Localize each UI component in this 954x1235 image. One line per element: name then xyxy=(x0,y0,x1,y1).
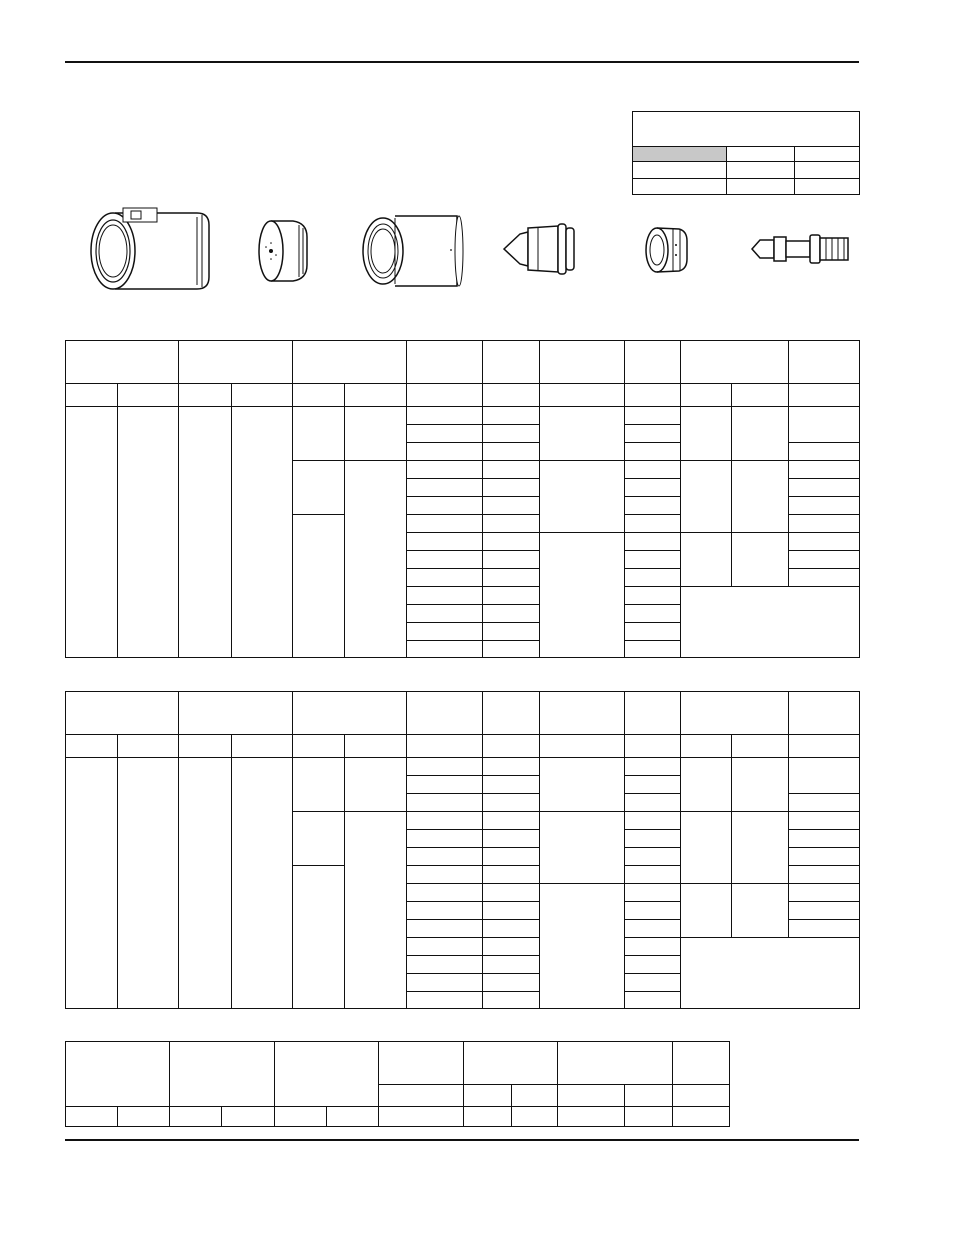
subheader-cell xyxy=(66,384,118,407)
table-cell xyxy=(483,920,540,938)
table-cell xyxy=(407,848,483,866)
table-cell xyxy=(483,992,540,1009)
table-cell xyxy=(483,443,540,461)
table-cell xyxy=(625,920,681,938)
table-cell xyxy=(407,902,483,920)
table-cell xyxy=(625,830,681,848)
shield-part-icon xyxy=(85,205,217,297)
table-cell xyxy=(483,902,540,920)
header-cell xyxy=(681,341,789,384)
table-cell xyxy=(483,605,540,623)
table-cell xyxy=(483,956,540,974)
table-cell xyxy=(789,920,860,938)
header-cell xyxy=(407,692,483,735)
table-cell xyxy=(483,794,540,812)
table-cell xyxy=(625,515,681,533)
table-cell xyxy=(483,587,540,605)
header-cell xyxy=(275,1042,379,1107)
table-cell xyxy=(407,497,483,515)
table-cell xyxy=(407,407,483,425)
subheader-cell xyxy=(232,384,293,407)
table-cell xyxy=(407,515,483,533)
table-cell xyxy=(483,830,540,848)
header-cell xyxy=(464,1042,558,1085)
header-cell xyxy=(293,341,407,384)
table-cell xyxy=(625,884,681,902)
table-cell xyxy=(293,515,345,658)
table-cell xyxy=(407,551,483,569)
table-cell xyxy=(345,407,407,461)
table-cell xyxy=(293,812,345,866)
table-cell xyxy=(407,974,483,992)
table-cell xyxy=(66,407,118,658)
table-cell xyxy=(483,479,540,497)
header-cell xyxy=(540,692,625,735)
small-table-header xyxy=(633,112,860,147)
subheader-cell xyxy=(379,1085,464,1107)
table-cell xyxy=(540,461,625,533)
table-cell xyxy=(625,1107,673,1127)
subheader-cell xyxy=(483,384,540,407)
table-cell xyxy=(625,623,681,641)
subheader-cell xyxy=(118,735,179,758)
table-cell xyxy=(407,938,483,956)
table-cell xyxy=(625,425,681,443)
table-cell xyxy=(625,812,681,830)
header-cell xyxy=(379,1042,464,1085)
table-cell xyxy=(625,407,681,425)
table-cell xyxy=(789,758,860,794)
header-cell xyxy=(66,1042,170,1107)
table-cell xyxy=(66,1107,118,1127)
table-cell xyxy=(407,956,483,974)
bottom-rule xyxy=(65,1139,859,1141)
table-cell xyxy=(625,758,681,776)
table-cell xyxy=(327,1107,379,1127)
table-cell xyxy=(407,443,483,461)
table-cell xyxy=(789,551,860,569)
table-cell xyxy=(464,1107,512,1127)
table-cell xyxy=(407,569,483,587)
table-cell xyxy=(789,884,860,902)
table-cell xyxy=(407,623,483,641)
table-cell xyxy=(483,641,540,658)
table-cell xyxy=(625,533,681,551)
small-table-cell xyxy=(795,147,860,162)
table-cell xyxy=(483,812,540,830)
table-cell xyxy=(625,587,681,605)
table-cell xyxy=(118,407,179,658)
process-table-1 xyxy=(65,340,860,658)
subheader-cell xyxy=(512,1085,558,1107)
table-cell xyxy=(789,902,860,920)
table-cell xyxy=(407,992,483,1009)
subheader-cell xyxy=(483,735,540,758)
table-cell xyxy=(732,407,789,461)
top-rule xyxy=(65,61,859,63)
header-cell xyxy=(179,692,293,735)
subheader-cell xyxy=(118,384,179,407)
process-table-2 xyxy=(65,691,860,1009)
table-cell xyxy=(407,884,483,902)
table-cell xyxy=(483,776,540,794)
subheader-cell xyxy=(293,384,345,407)
table-cell xyxy=(293,461,345,515)
table-cell xyxy=(483,425,540,443)
subheader-cell xyxy=(789,384,860,407)
table-cell xyxy=(407,758,483,776)
table-cell xyxy=(625,938,681,956)
process-table-3 xyxy=(65,1041,730,1127)
table-cell xyxy=(789,461,860,479)
subheader-cell xyxy=(625,735,681,758)
subheader-cell xyxy=(345,735,407,758)
table-cell xyxy=(275,1107,327,1127)
table-cell xyxy=(732,533,789,587)
subheader-cell xyxy=(66,735,118,758)
table-cell xyxy=(232,758,293,1009)
table-cell xyxy=(789,794,860,812)
table-cell xyxy=(483,974,540,992)
table-cell xyxy=(483,866,540,884)
header-cell xyxy=(179,341,293,384)
table-cell xyxy=(483,533,540,551)
subheader-cell xyxy=(540,384,625,407)
subheader-cell xyxy=(732,384,789,407)
table-cell xyxy=(625,605,681,623)
table-cell xyxy=(625,794,681,812)
table-cell xyxy=(789,443,860,461)
small-table-cell xyxy=(727,179,795,195)
table-cell xyxy=(540,812,625,884)
table-cell xyxy=(407,641,483,658)
table-cell xyxy=(789,533,860,551)
subheader-cell xyxy=(179,384,232,407)
subheader-cell xyxy=(625,1085,673,1107)
small-table-cell xyxy=(633,179,727,195)
small-table-cell xyxy=(727,162,795,179)
table-cell xyxy=(681,758,732,812)
table-cell xyxy=(789,830,860,848)
table-cell xyxy=(407,794,483,812)
header-cell xyxy=(789,692,860,735)
table-cell xyxy=(170,1107,222,1127)
table-cell xyxy=(625,992,681,1009)
table-cell xyxy=(407,920,483,938)
table-cell xyxy=(483,758,540,776)
table-cell xyxy=(625,443,681,461)
table-cell xyxy=(789,569,860,587)
subheader-cell xyxy=(558,1085,625,1107)
table-cell xyxy=(118,1107,170,1127)
table-cell xyxy=(625,479,681,497)
table-cell xyxy=(681,461,732,533)
table-cell xyxy=(625,974,681,992)
table-cell xyxy=(407,830,483,848)
subheader-cell xyxy=(464,1085,512,1107)
subheader-cell xyxy=(293,735,345,758)
header-cell xyxy=(540,341,625,384)
table-cell xyxy=(179,407,232,658)
subheader-cell xyxy=(625,384,681,407)
header-cell xyxy=(789,341,860,384)
table-cell xyxy=(681,884,732,938)
table-cell xyxy=(293,866,345,1009)
header-cell xyxy=(673,1042,730,1085)
table-cell xyxy=(222,1107,275,1127)
header-cell xyxy=(625,341,681,384)
table-cell xyxy=(625,848,681,866)
table-cell xyxy=(681,812,732,884)
header-cell xyxy=(66,692,179,735)
subheader-cell xyxy=(681,735,732,758)
table-cell xyxy=(345,758,407,812)
header-cell xyxy=(625,692,681,735)
table-cell xyxy=(345,461,407,658)
nozzle-part-icon xyxy=(500,218,580,280)
table-cell xyxy=(407,812,483,830)
small-table-cell xyxy=(795,179,860,195)
table-cell xyxy=(681,533,732,587)
header-cell xyxy=(681,692,789,735)
table-cell xyxy=(625,569,681,587)
table-cell xyxy=(293,407,345,461)
table-cell xyxy=(789,479,860,497)
header-cell xyxy=(483,692,540,735)
table-cell xyxy=(407,533,483,551)
subheader-cell xyxy=(407,735,483,758)
table-cell xyxy=(625,497,681,515)
electrode-part-icon xyxy=(748,228,858,270)
header-cell xyxy=(170,1042,275,1107)
small-table-cell xyxy=(633,147,727,162)
table-cell xyxy=(483,848,540,866)
subheader-cell xyxy=(789,735,860,758)
small-table-cell xyxy=(727,147,795,162)
table-cell xyxy=(625,776,681,794)
table-cell xyxy=(625,902,681,920)
table-cell xyxy=(540,758,625,812)
subheader-cell xyxy=(673,1085,730,1107)
table-cell xyxy=(345,812,407,1009)
subheader-cell xyxy=(540,735,625,758)
table-cell xyxy=(540,884,625,1009)
subheader-cell xyxy=(232,735,293,758)
table-cell xyxy=(540,407,625,461)
table-cell xyxy=(625,641,681,658)
subheader-cell xyxy=(179,735,232,758)
table-cell xyxy=(625,461,681,479)
table-cell xyxy=(789,812,860,830)
table-cell xyxy=(681,407,732,461)
subheader-cell xyxy=(345,384,407,407)
table-cell xyxy=(407,479,483,497)
table-cell xyxy=(179,758,232,1009)
table-cell xyxy=(732,812,789,884)
table-cell xyxy=(625,866,681,884)
table-cell xyxy=(483,551,540,569)
table-cell xyxy=(407,866,483,884)
table-cell xyxy=(483,497,540,515)
table-cell xyxy=(789,866,860,884)
table-cell xyxy=(118,758,179,1009)
table-cell xyxy=(66,758,118,1009)
table-cell xyxy=(789,848,860,866)
table-cell xyxy=(483,569,540,587)
table-cell xyxy=(732,461,789,533)
small-reference-table xyxy=(632,111,860,195)
table-cell xyxy=(407,461,483,479)
table-cell xyxy=(540,533,625,658)
table-cell xyxy=(681,587,860,658)
small-table-cell xyxy=(633,162,727,179)
table-cell xyxy=(379,1107,464,1127)
retaining-cap-part-icon xyxy=(355,210,467,292)
table-cell xyxy=(512,1107,558,1127)
table-cell xyxy=(625,956,681,974)
header-cell xyxy=(407,341,483,384)
subheader-cell xyxy=(732,735,789,758)
subheader-cell xyxy=(681,384,732,407)
table-cell xyxy=(673,1107,730,1127)
table-cell xyxy=(483,623,540,641)
subheader-cell xyxy=(407,384,483,407)
small-table-cell xyxy=(795,162,860,179)
header-cell xyxy=(558,1042,673,1085)
table-cell xyxy=(407,425,483,443)
table-cell xyxy=(407,587,483,605)
table-cell xyxy=(293,758,345,812)
table-cell xyxy=(625,551,681,569)
table-cell xyxy=(483,884,540,902)
header-cell xyxy=(293,692,407,735)
table-cell xyxy=(407,776,483,794)
swirl-ring-part-icon xyxy=(643,225,693,275)
table-cell xyxy=(483,515,540,533)
table-cell xyxy=(407,605,483,623)
table-cell xyxy=(483,407,540,425)
header-cell xyxy=(66,341,179,384)
table-cell xyxy=(558,1107,625,1127)
table-cell xyxy=(732,884,789,938)
table-cell xyxy=(483,461,540,479)
table-cell xyxy=(681,938,860,1009)
table-cell xyxy=(232,407,293,658)
table-cell xyxy=(789,515,860,533)
table-cell xyxy=(732,758,789,812)
shield-cap-part-icon xyxy=(255,215,315,287)
header-cell xyxy=(483,341,540,384)
table-cell xyxy=(789,407,860,443)
table-cell xyxy=(483,938,540,956)
table-cell xyxy=(789,497,860,515)
